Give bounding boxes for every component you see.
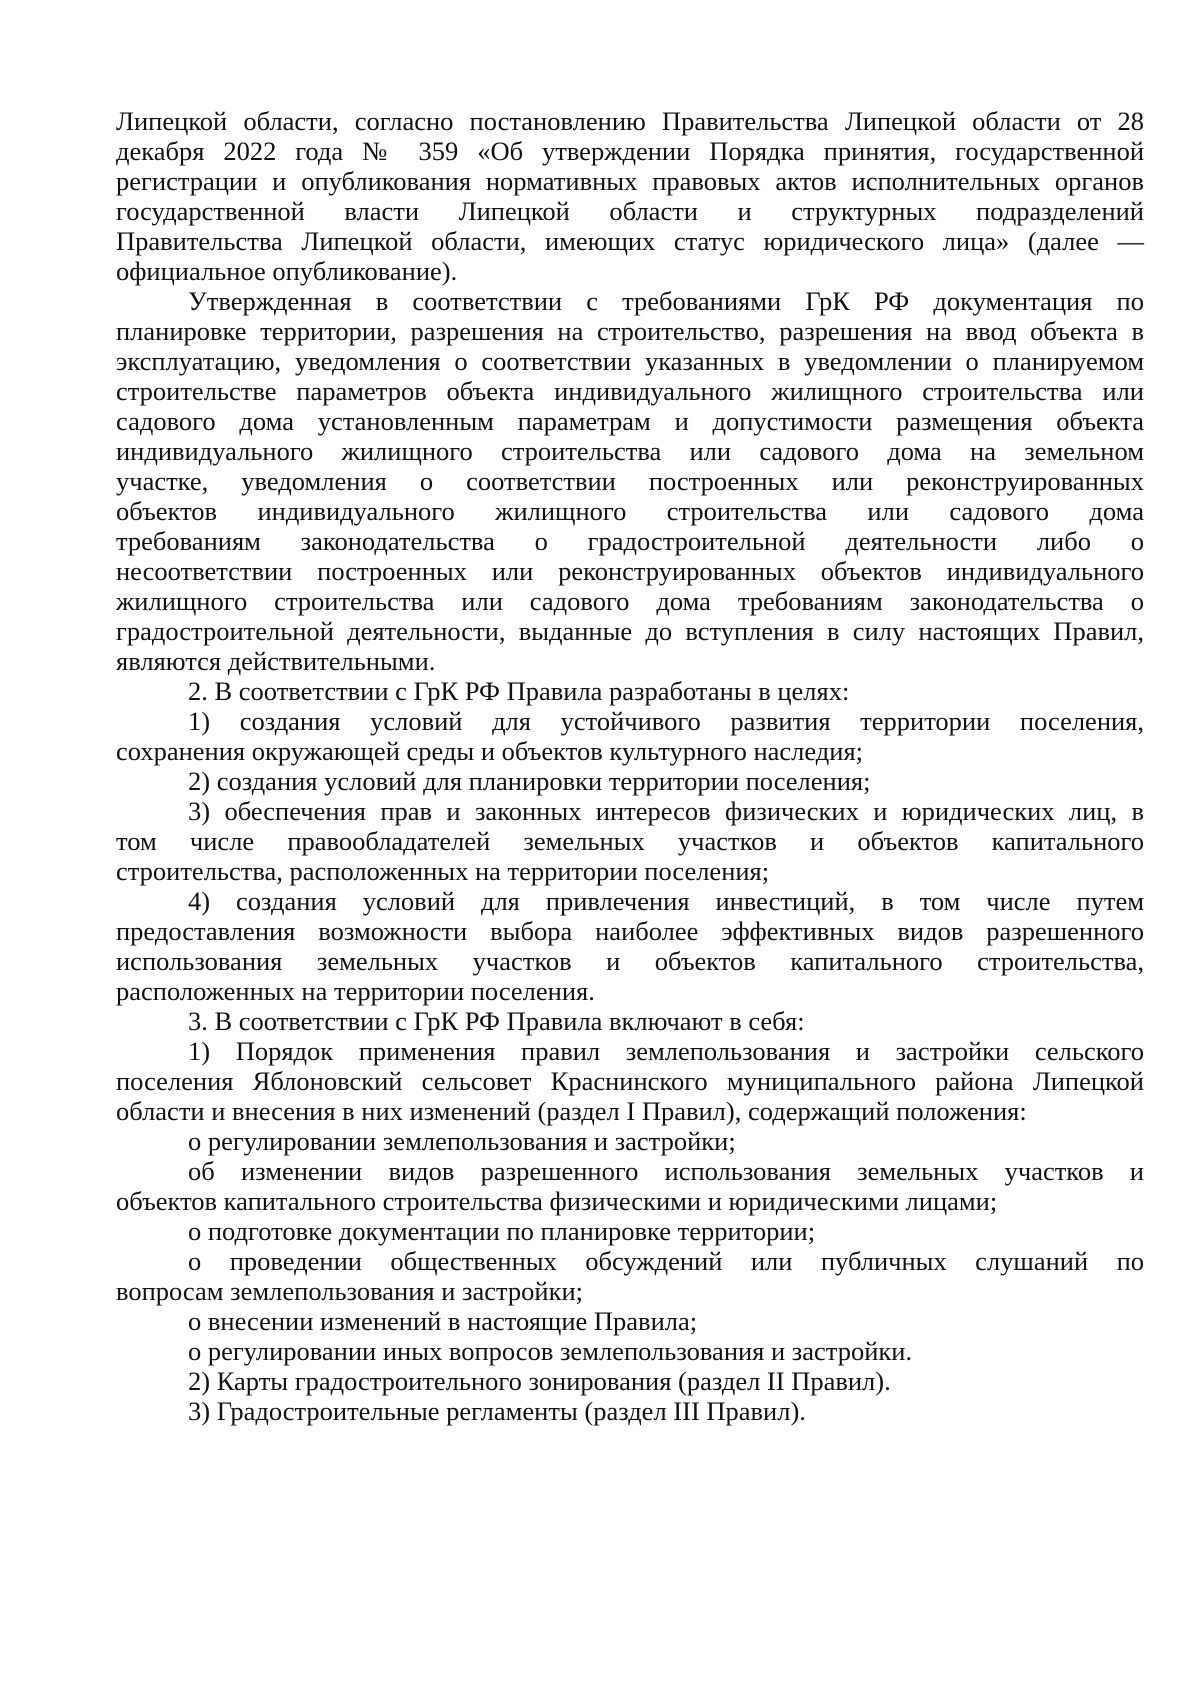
text-line: декабря 2022 года № 359 «Об утверждении Порядка принятия, государственной [116, 136, 1144, 166]
text-line: индивидуального жилищного строительства или садового дома на земельном [116, 436, 1144, 466]
text-line: требованиям законодательства о градостроительной деятельности либо о [116, 526, 1144, 556]
text-line: 3) Градостроительные регламенты (раздел III Правил). [188, 1396, 806, 1426]
text-line: 2) создания условий для планировки территории поселения; [188, 766, 871, 796]
text-line: жилищного строительства или садового дома требованиям законодательства о [116, 586, 1144, 616]
text-line: Правительства Липецкой области, имеющих статус юридического лица» (далее — [116, 226, 1144, 256]
text-line: об изменении видов разрешенного использования земельных участков и [188, 1156, 1144, 1186]
text-line: 3. В соответствии с ГрК РФ Правила включают в себя: [188, 1006, 805, 1036]
text-line: несоответствии построенных или реконструированных объектов индивидуального [116, 556, 1144, 586]
text-line: Липецкой области, согласно постановлению Правительства Липецкой области от 28 [116, 106, 1144, 136]
text-line: о регулировании землепользования и застройки; [188, 1126, 736, 1156]
text-line: использования земельных участков и объектов капитального строительства, [116, 946, 1144, 976]
text-line: строительстве параметров объекта индивидуального жилищного строительства или [116, 376, 1144, 406]
text-line: государственной власти Липецкой области и структурных подразделений [116, 196, 1144, 226]
text-line: сохранения окружающей среды и объектов культурного наследия; [116, 736, 864, 766]
text-line: строительства, расположенных на территории поселения; [116, 856, 770, 886]
text-line: 2) Карты градостроительного зонирования (раздел II Правил). [188, 1366, 891, 1396]
text-line: регистрации и опубликования нормативных правовых актов исполнительных органов [116, 166, 1144, 196]
text-line: планировке территории, разрешения на строительство, разрешения на ввод объекта в [116, 316, 1144, 346]
text-line: участке, уведомления о соответствии построенных или реконструированных [116, 466, 1144, 496]
text-line: о регулировании иных вопросов землепользования и застройки. [188, 1336, 913, 1366]
text-line: поселения Яблоновский сельсовет Краснинского муниципального района Липецкой [116, 1066, 1144, 1096]
text-line: 3) обеспечения прав и законных интересов физических и юридических лиц, в [188, 796, 1144, 826]
text-line: официальное опубликование). [116, 256, 458, 286]
text-line: предоставления возможности выбора наиболее эффективных видов разрешенного [116, 916, 1144, 946]
text-line: 1) Порядок применения правил землепользования и застройки сельского [188, 1036, 1144, 1066]
text-line: объектов капитального строительства физическими и юридическими лицами; [116, 1186, 998, 1216]
text-line: расположенных на территории поселения. [116, 976, 595, 1006]
text-line: садового дома установленным параметрам и допустимости размещения объекта [116, 406, 1144, 436]
text-line: являются действительными. [116, 646, 436, 676]
text-line: о проведении общественных обсуждений или публичных слушаний по [188, 1246, 1144, 1276]
text-line: Утвержденная в соответствии с требованиями ГрК РФ документация по [188, 286, 1144, 316]
text-line: градостроительной деятельности, выданные до вступления в силу настоящих Правил, [116, 616, 1144, 646]
text-line: эксплуатацию, уведомления о соответствии указанных в уведомлении о планируемом [116, 346, 1144, 376]
text-line: о внесении изменений в настоящие Правила; [188, 1306, 698, 1336]
text-line: 4) создания условий для привлечения инвестиций, в том числе путем [188, 886, 1144, 916]
text-line: 1) создания условий для устойчивого развития территории поселения, [188, 706, 1144, 736]
text-line: 2. В соответствии с ГрК РФ Правила разработаны в целях: [188, 676, 850, 706]
text-line: вопросам землепользования и застройки; [116, 1276, 584, 1306]
text-line: том числе правообладателей земельных участков и объектов капитального [116, 826, 1144, 856]
text-line: о подготовке документации по планировке территории; [188, 1216, 816, 1246]
text-line: области и внесения в них изменений (раздел I Правил), содержащий положения: [116, 1096, 1027, 1126]
text-line: объектов индивидуального жилищного строительства или садового дома [116, 496, 1144, 526]
